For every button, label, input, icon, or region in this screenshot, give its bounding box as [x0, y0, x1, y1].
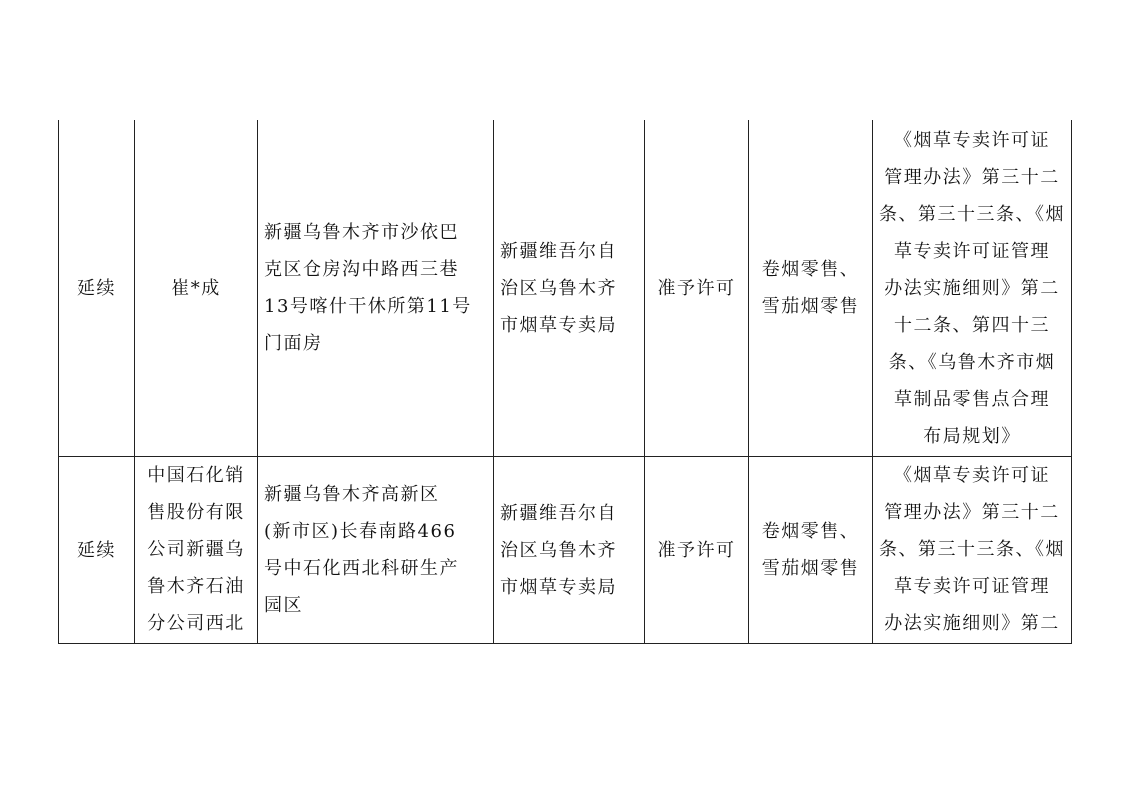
cell-decision: 准予许可	[645, 457, 749, 644]
cell-license-type: 延续	[59, 457, 135, 644]
cell-address: 新疆乌鲁木齐市沙依巴 克区仓房沟中路西三巷 13号喀什干休所第11号 门面房	[258, 120, 494, 457]
cell-authority: 新疆维吾尔自 治区乌鲁木齐 市烟草专卖局	[494, 120, 645, 457]
cell-license-type: 延续	[59, 120, 135, 457]
table-row	[59, 120, 1072, 457]
cell-legal-basis: 《烟草专卖许可证 管理办法》第三十二 条、第三十三条、《烟 草专卖许可证管理 办法实施细则》第二 十二条、第四十三 条、《乌鲁木齐市烟 草制品零售点合理 布局规划》	[873, 120, 1072, 457]
cell-address: 新疆乌鲁木齐高新区 (新市区)长春南路466 号中石化西北科研生产 园区	[258, 457, 494, 644]
cell-decision: 准予许可	[645, 120, 749, 457]
cell-legal-basis: 《烟草专卖许可证 管理办法》第三十二 条、第三十三条、《烟 草专卖许可证管理 办法实施细则》第二	[873, 457, 1072, 644]
permit-table	[58, 120, 1072, 644]
cell-authority: 新疆维吾尔自 治区乌鲁木齐 市烟草专卖局	[494, 457, 645, 644]
cell-applicant: 崔*成	[135, 120, 258, 457]
cell-scope: 卷烟零售、 雪茄烟零售	[749, 457, 873, 644]
cell-applicant: 中国石化销 售股份有限 公司新疆乌 鲁木齐石油 分公司西北	[135, 457, 258, 644]
table-row	[59, 457, 1072, 644]
cell-scope: 卷烟零售、 雪茄烟零售	[749, 120, 873, 457]
